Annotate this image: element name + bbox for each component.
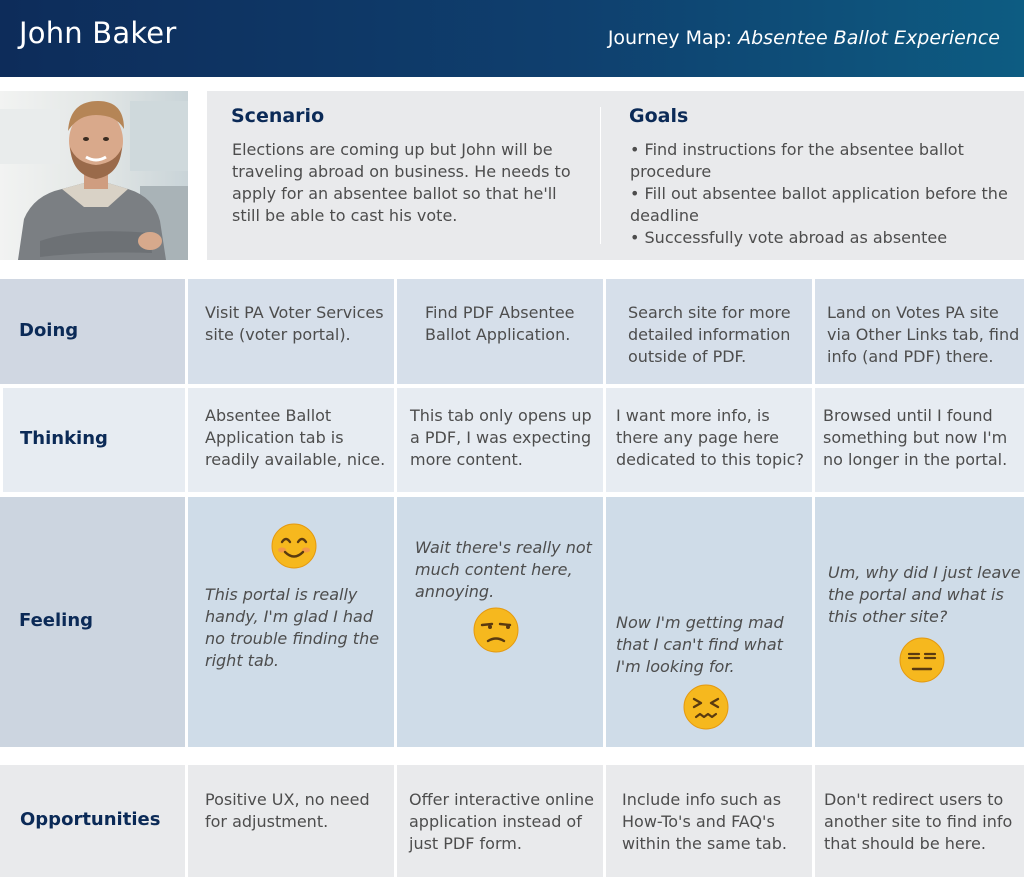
doing-cell — [188, 279, 394, 384]
opportunities-cell — [397, 765, 603, 877]
feeling-cell — [815, 497, 1024, 747]
doing-text: Visit PA Voter Services site (voter portal). — [205, 303, 384, 344]
doing-label: Doing — [19, 320, 79, 341]
feeling-label-cell — [0, 497, 185, 747]
opportunities-text: Offer interactive online application instead of just PDF form. — [409, 790, 594, 853]
scenario-goals-panel — [207, 91, 1024, 260]
opportunities-label-cell — [0, 765, 185, 877]
thinking-cell — [397, 388, 603, 492]
persona-name: John Baker — [19, 16, 177, 50]
opportunities-cell — [606, 765, 812, 877]
thinking-text: Browsed until I found something but now I'm no longer in the portal. — [823, 406, 1008, 469]
persona-photo — [0, 91, 188, 260]
doing-cell — [606, 279, 812, 384]
doing-text: Land on Votes PA site via Other Links tab, find info (and PDF) there. — [827, 303, 1020, 366]
opportunities-text: Don't redirect users to another site to find info that should be here. — [824, 790, 1013, 853]
persona-photo-illustration — [0, 91, 188, 260]
scenario-text: Elections are coming up but John will be traveling abroad on business. He needs to apply for an absentee ballot so that he'll still be able to cast his vote. — [232, 140, 571, 225]
goals-list — [630, 139, 1010, 249]
doing-label-cell — [0, 279, 185, 384]
thinking-text: I want more info, is there any page here dedicated to this topic? — [616, 406, 804, 469]
subtitle-prefix: Journey Map: — [607, 27, 739, 49]
opportunities-label: Opportunities — [20, 809, 161, 830]
page-subtitle — [608, 27, 1000, 49]
doing-text: Find PDF Absentee Ballot Application. — [425, 303, 575, 344]
opportunities-cell — [188, 765, 394, 877]
opportunities-cell — [815, 765, 1024, 877]
opportunities-text: Include info such as How-To's and FAQ's within the same tab. — [622, 790, 787, 853]
doing-cell — [397, 279, 603, 384]
thinking-text: This tab only opens up a PDF, I was expecting more content. — [410, 406, 592, 469]
doing-text: Search site for more detailed information outside of PDF. — [628, 303, 791, 366]
thinking-cell — [815, 388, 1024, 492]
feeling-cell — [606, 497, 812, 747]
doing-cell — [815, 279, 1024, 384]
expressionless-face-icon — [899, 637, 945, 683]
thinking-cell — [606, 388, 812, 492]
thinking-label: Thinking — [20, 428, 108, 449]
confounded-face-icon — [683, 684, 729, 730]
opportunities-text: Positive UX, no need for adjustment. — [205, 790, 370, 831]
feeling-text: This portal is really handy, I'm glad I had no trouble finding the right tab. — [205, 585, 380, 670]
feeling-text: Wait there's really not much content here, annoying. — [415, 538, 592, 601]
thinking-label-cell — [3, 388, 185, 492]
goals-title: Goals — [629, 105, 689, 127]
unamused-face-icon — [473, 607, 519, 653]
header-banner — [0, 0, 1024, 77]
section-divider — [600, 107, 601, 244]
feeling-text: Now I'm getting mad that I can't find what I'm looking for. — [616, 613, 784, 676]
scenario-title: Scenario — [231, 105, 325, 127]
thinking-text: Absentee Ballot Application tab is readily available, nice. — [205, 406, 386, 469]
feeling-cell — [397, 497, 603, 747]
subtitle-emphasis: Absentee Ballot Experience — [738, 27, 1000, 49]
feeling-cell — [188, 497, 394, 747]
smiling-face-icon — [271, 523, 317, 569]
feeling-label: Feeling — [19, 610, 94, 631]
goal-item: • Find instructions for the absentee ballot procedure — [630, 140, 964, 181]
goal-item: • Fill out absentee ballot application before the deadline — [630, 184, 1008, 225]
goal-item: • Successfully vote abroad as absentee — [630, 228, 948, 247]
thinking-cell — [188, 388, 394, 492]
feeling-text: Um, why did I just leave the portal and what is this other site? — [828, 563, 1021, 626]
